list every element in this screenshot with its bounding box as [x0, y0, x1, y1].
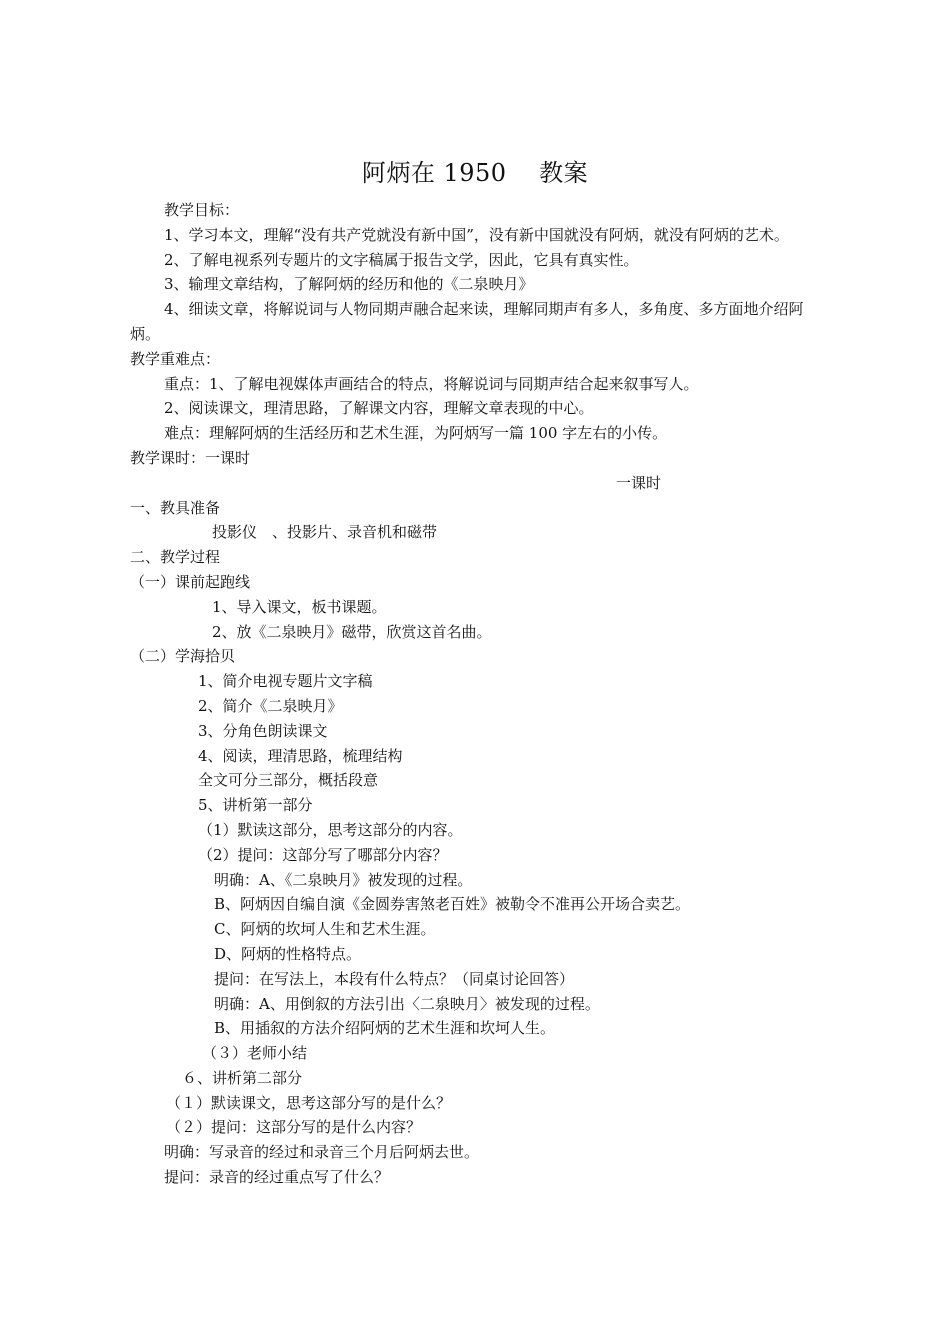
paragraph: 重点：1、了解电视媒体声画结合的特点，将解说词与同期声结合起来叙事写人。 [164, 374, 699, 393]
list-item: （２）提问：这部分写的是什么内容？ [166, 1118, 422, 1137]
list-item: （1）默读这部分，思考这部分的内容。 [198, 820, 463, 839]
list-item: 5、讲析第一部分 [198, 796, 313, 815]
paragraph: 投影仪 、投影片、录音机和磁带 [212, 523, 438, 542]
list-item: 2、放《二泉映月》磁带，欣赏这首名曲。 [212, 622, 492, 641]
paragraph: 明确：A、《二泉映月》被发现的过程。 [214, 870, 473, 889]
paragraph: 2、了解电视系列专题片的文字稿属于报告文学，因此，它具有真实性。 [164, 250, 639, 269]
paragraph: 明确：写录音的经过和录音三个月后阿炳去世。 [164, 1143, 480, 1162]
paragraph [130, 297, 820, 347]
paragraph: 提问：录音的经过重点写了什么？ [164, 1168, 390, 1187]
paragraph: B、用插叙的方法介绍阿炳的艺术生涯和坎坷人生。 [214, 1019, 556, 1038]
list-item: 3、分角色朗读课文 [198, 721, 328, 740]
section-heading: 教学课时：一课时 [130, 448, 251, 467]
paragraph: 提问：在写法上，本段有什么特点？（同桌讨论回答） [214, 969, 575, 988]
list-item: 1、导入课文，板书课题。 [212, 597, 387, 616]
document-body [130, 198, 820, 1190]
list-item: （１）默读课文，思考这部分写的是什么？ [166, 1093, 452, 1112]
paragraph: 明确：A、用倒叙的方法引出〈二泉映月〉被发现的过程。 [214, 994, 600, 1013]
list-item: （３）老师小结 [202, 1044, 308, 1063]
subsection-heading: （二）学海拾贝 [130, 647, 236, 666]
paragraph: 3、输理文章结构，了解阿炳的经历和他的《二泉映月》 [164, 275, 534, 294]
paragraph-text: 1、学习本文，理解“没有共产党就没有新中国”，没有新中国就没有阿炳，就没有阿炳的艺术。 [164, 225, 789, 244]
list-item: （2）提问：这部分写了哪部分内容？ [198, 845, 448, 864]
list-item: 2、简介《二泉映月》 [198, 696, 343, 715]
document-title: 阿炳在 1950 教案 [361, 159, 589, 187]
paragraph-text: 4、细读文章，将解说词与人物同期声融合起来读，理解同期声有多人，多角度、多方面地介绍阿炳。 [130, 300, 804, 343]
list-item: 1、简介电视专题片文字稿 [198, 672, 373, 691]
section-heading: 一、教具准备 [130, 498, 221, 517]
section-heading: 教学重难点： [130, 349, 221, 368]
subsection-heading: （一）课前起跑线 [130, 572, 251, 591]
paragraph: C、阿炳的坎坷人生和艺术生涯。 [214, 920, 436, 939]
list-item: ６、讲析第二部分 [182, 1068, 303, 1087]
section-heading: 二、教学过程 [130, 548, 221, 567]
lesson-label: 一课时 [616, 473, 662, 492]
paragraph: D、阿炳的性格特点。 [214, 944, 362, 963]
paragraph [130, 223, 820, 248]
paragraph: 全文可分三部分，概括段意 [198, 771, 379, 790]
list-item: 4、阅读，理清思路，梳理结构 [198, 746, 403, 765]
paragraph: 难点：理解阿炳的生活经历和艺术生涯，为阿炳写一篇 100 字左右的小传。 [164, 424, 668, 443]
section-heading: 教学目标： [164, 201, 240, 219]
paragraph: B、阿炳因自编自演《金圆券害煞老百姓》被勒令不准再公开场合卖艺。 [214, 895, 691, 914]
paragraph: 2、阅读课文，理清思路，了解课文内容，理解文章表现的中心。 [164, 399, 594, 418]
